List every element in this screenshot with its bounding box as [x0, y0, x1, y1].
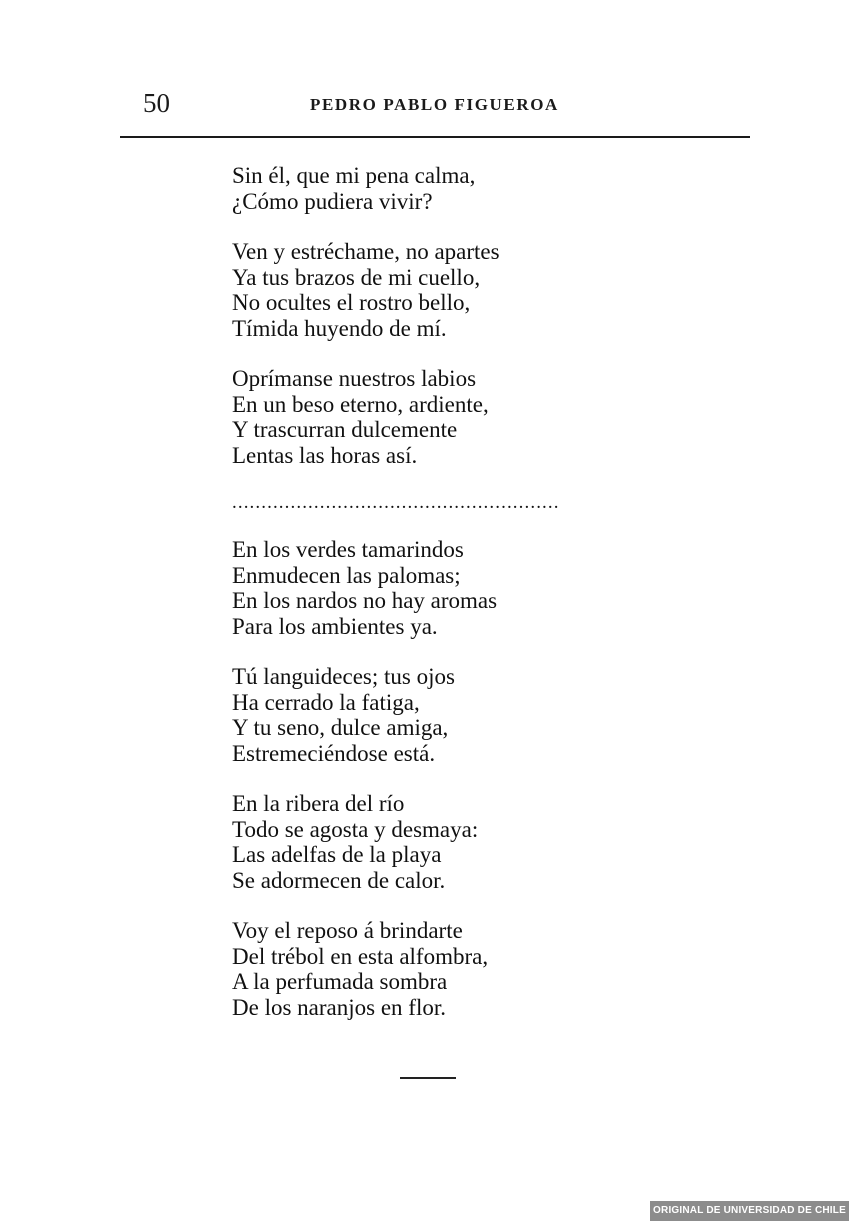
- verse-line: ¿Cómo pudiera vivir?: [232, 188, 433, 214]
- verse-line: Todo se agosta y desmaya:: [232, 816, 479, 842]
- verse-line: Se adormecen de calor.: [232, 867, 446, 893]
- verse-line: Ya tus brazos de mi cuello,: [232, 264, 481, 290]
- verse-line: No ocultes el rostro bello,: [232, 290, 471, 315]
- end-ornament-rule: [400, 1077, 456, 1079]
- verse-line: Sin él, que mi pena calma,: [232, 163, 476, 188]
- verse-line: Lentas las horas así.: [232, 442, 418, 468]
- header-rule: [120, 136, 750, 138]
- poem-body: [232, 163, 652, 1045]
- verse-line: Tú languideces; tus ojos: [232, 664, 455, 689]
- verse-line: En los nardos no hay aromas: [232, 588, 498, 613]
- verse-line: Y tu seno, dulce amiga,: [232, 715, 449, 740]
- source-watermark: ORIGINAL DE UNIVERSIDAD DE CHILE: [650, 1201, 849, 1221]
- dotted-separator: ........................................................: [232, 493, 560, 513]
- stanza-7: [232, 918, 652, 1020]
- verse-line: Enmudecen las palomas;: [232, 562, 461, 588]
- verse-line: Oprímanse nuestros labios: [232, 366, 477, 391]
- verse-line: En la ribera del río: [232, 791, 405, 816]
- verse-line: Para los ambientes ya.: [232, 613, 438, 639]
- stanza-3: [232, 366, 652, 468]
- verse-line: En los verdes tamarindos: [232, 537, 464, 562]
- verse-line: Ven y estréchame, no apartes: [232, 239, 500, 264]
- verse-line: Voy el reposo á brindarte: [232, 918, 463, 943]
- stanza-2: [232, 239, 652, 341]
- running-head: PEDRO PABLO FIGUEROA: [310, 95, 559, 114]
- verse-line: Las adelfas de la playa: [232, 842, 442, 867]
- verse-line: Del trébol en esta alfombra,: [232, 943, 489, 969]
- stanza-4: [232, 537, 652, 639]
- stanza-1: [232, 163, 652, 214]
- verse-line: Ha cerrado la fatiga,: [232, 689, 420, 715]
- verse-line: De los naranjos en flor.: [232, 994, 446, 1020]
- verse-line: A la perfumada sombra: [232, 969, 448, 994]
- verse-line: Estremeciéndose está.: [232, 740, 436, 766]
- page-number: 50: [143, 88, 170, 118]
- verse-line: Y trascurran dulcemente: [232, 417, 458, 442]
- verse-line: En un beso eterno, ardiente,: [232, 391, 489, 417]
- verse-line: Tímida huyendo de mí.: [232, 315, 447, 341]
- stanza-6: [232, 791, 652, 893]
- stanza-5: [232, 664, 652, 766]
